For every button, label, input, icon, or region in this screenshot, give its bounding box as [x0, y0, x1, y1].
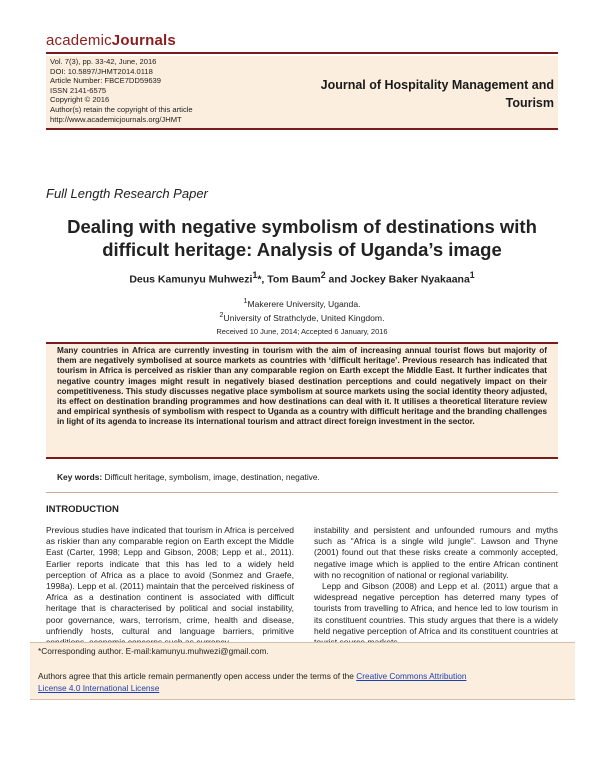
author-name: Tom Baum	[267, 273, 321, 286]
keywords: Key words: Difficult heritage, symbolism, image, destination, negative.	[57, 472, 320, 482]
meta-doi: DOI: 10.5897/JHMT2014.0118	[50, 66, 153, 76]
meta-article-number: Article Number: FBCE7DD59639	[50, 76, 161, 86]
abstract-text: Many countries in Africa are currently investing in tourism with the aim of increasing annual tourist flows but majority of them are negatively symbolised at source markets as countries with ‘difficult heritage’. Previous research has indicated that tourism in Africa is perceived as riskier than any comparable region on Earth except the Middle East. It further indicates that negative country images might result in negatively biased destination perceptions and could negatively impact on their competitiveness. This study discusses negative place symbolism at source markets using the social identity theory adjusted, its effect on destination branding programmes and how destinations can deal with it. It utilises a theoretical literature review and empirical synthesis of symbolism with respect to Uganda as a country with difficult heritage and the branding challenges in light of its agenda to increase its international tourism and attract direct foreign investment in the sector.	[57, 346, 547, 427]
journal-title: Journal of Hospitality Management and Tourism	[320, 78, 554, 110]
corresponding-author: *Corresponding author. E-mail:kamunyu.muhwezi@gmail.com.	[38, 646, 269, 656]
section-divider	[46, 492, 558, 493]
license-link[interactable]: License 4.0 International License	[38, 683, 160, 693]
paper-title: Dealing with negative symbolism of destinations with difficult heritage: Analysis of Uganda’s image	[67, 216, 537, 260]
author-name: Deus Kamunyu Muhwezi	[129, 273, 253, 286]
paragraph: Lepp and Gibson (2008) and Lepp et al. (2011) argue that a widespread negative perception has deterred many types of tourists from travelling to Africa, and hence led to low tourism in its constituent countries. This study argues that there is a widely held negative perception of Africa and its constituent countries at	[314, 581, 558, 636]
paragraph: Previous studies have indicated that tourism in Africa is perceived as riskier than any comparable region on Earth except the Middle East (Carter, 1998; Lepp and Gibson, 2008; Lepp et al., 2011). Earlier reports indicate that this has led to a widely held perception of Africa as a place to avoid (Sonmez and Graefe, 1998a). Lepp et al. (2011) maintain that the perceived riskiness of Africa as a destination continent is associated with difficult heritage that is characterised by political and social instability, poor governance, wars, terrorism, crime, health and disease, unfriendly hosts, cultural and language barriers, primitive	[46, 525, 294, 636]
meta-rights: Author(s) retain the copyright of this article	[50, 104, 193, 114]
meta-volume: Vol. 7(3), pp. 33-42, June, 2016	[50, 57, 157, 66]
paragraph: instability and persistent and unfounded rumours and myths such as “Africa is a single wild jungle”. Lawson and Thyne (2001) found out that these risks create a commonly accepted, negative image which is applied to the entire African continent with no recognition of national or regional variability.	[314, 525, 558, 580]
body-column-left	[46, 525, 294, 648]
affiliations	[46, 296, 558, 324]
paper-type: Full Length Research Paper	[46, 186, 208, 201]
license-link[interactable]: Creative Commons Attribution	[356, 671, 467, 681]
meta-journal-link[interactable]: http://www.academicjournals.org/JHMT	[50, 114, 182, 124]
article-meta	[46, 56, 307, 130]
affiliation: $^1$Makerere University, Uganda.	[243, 297, 361, 309]
journal-logo: academicJournals	[46, 32, 176, 49]
affiliation: $^2$University of Strathclyde, United Kingdom.	[219, 310, 385, 323]
author-list: Deus Kamunyu Muhwezi$^1$*, Tom Baum$^2$ and Jockey Baker Nyakaana$^1$	[129, 270, 475, 286]
received-dates: Received 10 June, 2014; Accepted 6 January, 2016	[216, 327, 388, 336]
meta-issn: ISSN 2141-6575	[50, 85, 107, 95]
header-rule	[46, 52, 558, 54]
meta-copyright: Copyright © 2016	[50, 95, 110, 105]
section-heading-introduction: INTRODUCTION	[46, 504, 119, 515]
author-name: Jockey Baker Nyakaana	[350, 273, 470, 286]
body-column-right	[314, 525, 558, 648]
license-notice: Authors agree that this article remain permanently open access under the terms of the Creative Commons Attribution License 4.0 International License	[38, 671, 467, 693]
